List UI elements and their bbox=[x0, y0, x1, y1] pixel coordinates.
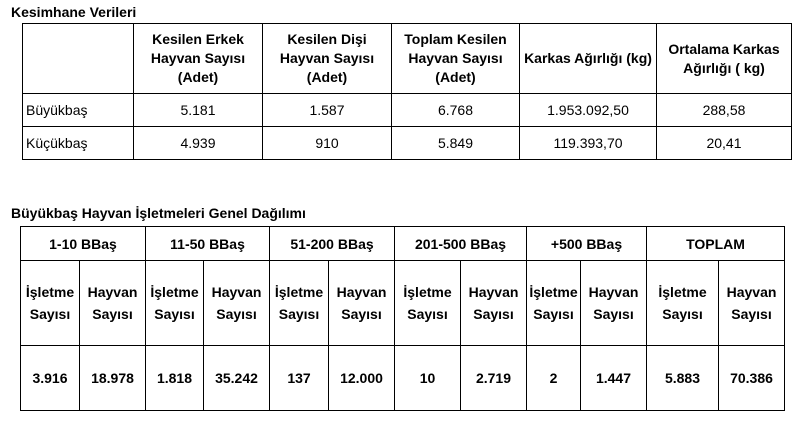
table-cell: 137 bbox=[270, 346, 329, 411]
table-row bbox=[21, 346, 785, 411]
table-cell: 1.953.092,50 bbox=[520, 94, 657, 127]
table-cell: 5.181 bbox=[134, 94, 263, 127]
row-label: Büyükbaş bbox=[23, 94, 134, 127]
farm-count-header: İşletme Sayısı bbox=[647, 261, 719, 346]
farm-distribution-table bbox=[20, 226, 785, 411]
table-cell: 10 bbox=[395, 346, 461, 411]
avg-carcass-weight-header: Ortalama Karkas Ağırlığı ( kg) bbox=[657, 24, 792, 94]
group-header: 1-10 BBaş bbox=[21, 227, 146, 261]
farm-count-header: İşletme Sayısı bbox=[395, 261, 461, 346]
table-row bbox=[23, 127, 792, 160]
table-cell: 1.818 bbox=[146, 346, 204, 411]
table-cell: 910 bbox=[263, 127, 392, 160]
group-header: 11-50 BBaş bbox=[146, 227, 270, 261]
farm-distribution-table-title: Büyükbaş Hayvan İşletmeleri Genel Dağılımı bbox=[11, 205, 306, 221]
corner-cell bbox=[23, 24, 134, 94]
farm-count-header: İşletme Sayısı bbox=[146, 261, 204, 346]
table-cell: 1.587 bbox=[263, 94, 392, 127]
farm-count-header: İşletme Sayısı bbox=[21, 261, 80, 346]
female-count-header: Kesilen Dişi Hayvan Sayısı (Adet) bbox=[263, 24, 392, 94]
male-count-header: Kesilen Erkek Hayvan Sayısı (Adet) bbox=[134, 24, 263, 94]
animal-count-header: Hayvan Sayısı bbox=[581, 261, 647, 346]
table-cell: 20,41 bbox=[657, 127, 792, 160]
table-cell: 5.883 bbox=[647, 346, 719, 411]
table-cell: 119.393,70 bbox=[520, 127, 657, 160]
group-header-row bbox=[21, 227, 785, 261]
table-cell: 12.000 bbox=[329, 346, 395, 411]
group-header: +500 BBaş bbox=[527, 227, 647, 261]
animal-count-header: Hayvan Sayısı bbox=[329, 261, 395, 346]
group-header: 201-500 BBaş bbox=[395, 227, 527, 261]
table-cell: 4.939 bbox=[134, 127, 263, 160]
table-cell: 18.978 bbox=[80, 346, 146, 411]
carcass-weight-header: Karkas Ağırlığı (kg) bbox=[520, 24, 657, 94]
table-cell: 2 bbox=[527, 346, 581, 411]
animal-count-header: Hayvan Sayısı bbox=[80, 261, 146, 346]
farm-count-header: İşletme Sayısı bbox=[270, 261, 329, 346]
table-cell: 288,58 bbox=[657, 94, 792, 127]
total-count-header: Toplam Kesilen Hayvan Sayısı (Adet) bbox=[392, 24, 520, 94]
table-cell: 3.916 bbox=[21, 346, 80, 411]
group-header: TOPLAM bbox=[647, 227, 785, 261]
table-row bbox=[23, 94, 792, 127]
table-cell: 6.768 bbox=[392, 94, 520, 127]
animal-count-header: Hayvan Sayısı bbox=[204, 261, 270, 346]
table-cell: 2.719 bbox=[461, 346, 527, 411]
table-cell: 35.242 bbox=[204, 346, 270, 411]
animal-count-header: Hayvan Sayısı bbox=[719, 261, 785, 346]
slaughterhouse-table-title: Kesimhane Verileri bbox=[11, 4, 137, 20]
table-cell: 5.849 bbox=[392, 127, 520, 160]
animal-count-header: Hayvan Sayısı bbox=[461, 261, 527, 346]
table-header-row bbox=[23, 24, 792, 94]
slaughterhouse-table bbox=[22, 23, 792, 160]
group-header: 51-200 BBaş bbox=[270, 227, 395, 261]
table-cell: 70.386 bbox=[719, 346, 785, 411]
farm-count-header: İşletme Sayısı bbox=[527, 261, 581, 346]
table-cell: 1.447 bbox=[581, 346, 647, 411]
sub-header-row bbox=[21, 261, 785, 346]
row-label: Küçükbaş bbox=[23, 127, 134, 160]
